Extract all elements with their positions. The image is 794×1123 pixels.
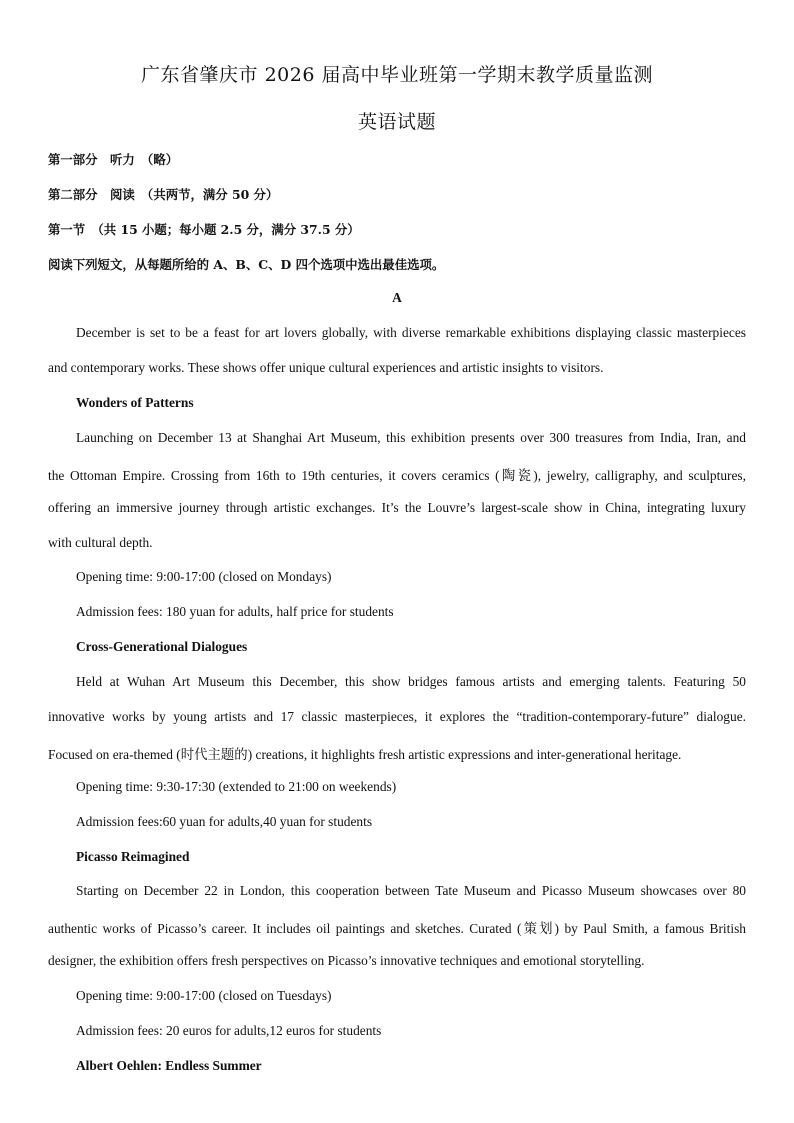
exhibit-text-line: innovative works by young artists and 17 classic masterpieces, it explores the “tradition-contemporary-future” dialogue.	[48, 709, 746, 724]
part-two-heading: 第二部分 阅读 （共两节，满分 50 分）	[48, 187, 279, 202]
exhibit-text-line: with cultural depth.	[48, 535, 153, 550]
admission-fees: Admission fees:60 yuan for adults,40 yuan for students	[76, 814, 373, 829]
intro-line: and contemporary works. These shows offer unique cultural experiences and artistic insights to visitors.	[48, 360, 604, 375]
exhibit-text-line: Held at Wuhan Art Museum this December, this show bridges famous artists and emerging talents. Featuring 50	[76, 674, 746, 689]
section-one-heading: 第一节 （共 15 小题；每小题 2.5 分，满分 37.5 分）	[48, 222, 360, 237]
opening-time: Opening time: 9:00-17:00 (closed on Mondays)	[76, 569, 332, 584]
opening-time: Opening time: 9:30-17:30 (extended to 21:00 on weekends)	[76, 779, 397, 794]
passage-label: A	[392, 290, 402, 305]
part-one-heading: 第一部分 听力 （略）	[48, 152, 179, 167]
exhibit-text-line: Launching on December 13 at Shanghai Art Museum, this exhibition presents over 300 treasures from India, Iran, and	[76, 430, 746, 445]
exhibit-text-line: Focused on era-themed (时代主题的) creations, it highlights fresh artistic expressions and inter-generational heritage.	[48, 747, 682, 762]
exam-title: 广东省肇庆市 2026 届高中毕业班第一学期末教学质量监测	[141, 64, 653, 86]
exhibit-heading: Cross-Generational Dialogues	[76, 639, 248, 654]
exhibit-text-line: offering an immersive journey through artistic exchanges. It’s the Louvre’s largest-scale show in China, integrating luxury	[48, 500, 746, 515]
exhibit-text-line: the Ottoman Empire. Crossing from 16th to 19th centuries, it covers ceramics (陶瓷), jewelry, calligraphy, and sculptures,	[48, 468, 746, 483]
exhibit-text-line: authentic works of Picasso’s career. It includes oil paintings and sketches. Curated (策划) by Paul Smith, a famous British	[48, 921, 746, 936]
reading-instruction: 阅读下列短文，从每题所给的 A、B、C、D 四个选项中选出最佳选项。	[48, 257, 445, 272]
exhibit-text-line: Starting on December 22 in London, this cooperation between Tate Museum and Picasso Museum showcases over 80	[76, 883, 746, 898]
admission-fees: Admission fees: 20 euros for adults,12 euros for students	[76, 1023, 382, 1038]
exhibit-heading: Picasso Reimagined	[76, 849, 190, 864]
admission-fees: Admission fees: 180 yuan for adults, half price for students	[76, 604, 394, 619]
opening-time: Opening time: 9:00-17:00 (closed on Tuesdays)	[76, 988, 332, 1003]
exhibit-heading: Wonders of Patterns	[76, 395, 194, 410]
exhibit-text-line: designer, the exhibition offers fresh perspectives on Picasso’s innovative techniques and emotional storytelling.	[48, 953, 645, 968]
exam-subtitle: 英语试题	[357, 111, 436, 133]
intro-line: December is set to be a feast for art lovers globally, with diverse remarkable exhibitions displaying classic masterpieces	[76, 325, 746, 340]
exhibit-heading: Albert Oehlen: Endless Summer	[76, 1058, 262, 1073]
